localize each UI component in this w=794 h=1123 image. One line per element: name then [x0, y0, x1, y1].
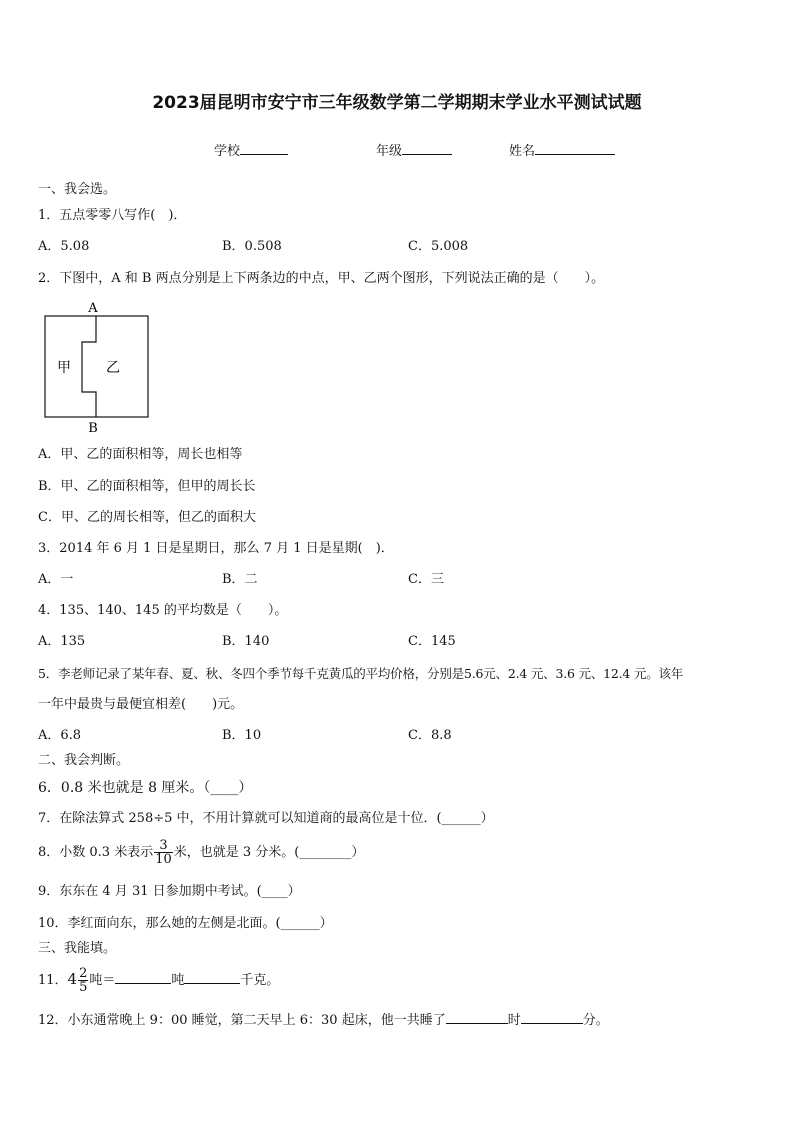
q5-option-a[interactable]: A．6.8 — [38, 728, 82, 743]
question-7: 7．在除法算式 258÷5 中，不用计算就可以知道商的最高位是十位．(______） — [38, 811, 494, 826]
question-1: 1．五点零零八写作( )． — [38, 208, 187, 223]
question-11 — [38, 962, 279, 998]
section-2-heading: 二、我会判断。 — [38, 753, 130, 768]
question-5-line-2: 一年中最贵与最便宜相差( )元。 — [38, 697, 244, 712]
q8-post: 米，也就是 3 分米。(________） — [173, 845, 365, 860]
q11-blank-2[interactable] — [184, 970, 240, 984]
q1-option-b[interactable]: B．0.508 — [222, 239, 282, 254]
grade-blank[interactable] — [402, 141, 452, 155]
name-blank[interactable] — [535, 141, 615, 155]
q4-option-b[interactable]: B．140 — [222, 634, 270, 649]
q2-option-c[interactable]: C．甲、乙的周长相等，但乙的面积大 — [38, 510, 256, 525]
question-9: 9．东东在 4 月 31 日参加期中考试。(____） — [38, 884, 301, 899]
q12-mid: 时 — [507, 1013, 521, 1028]
q11-mid-1: 吨＝ — [89, 973, 116, 988]
grade-field — [376, 140, 452, 159]
q2-diagram — [44, 300, 154, 435]
q12-blank-1[interactable] — [446, 1010, 508, 1024]
q8-denominator: 10 — [155, 852, 172, 867]
question-12 — [38, 1010, 609, 1030]
q2-label-b: B — [88, 421, 98, 435]
q1-option-c[interactable]: C．5.008 — [408, 239, 469, 254]
q12-post: 分。 — [582, 1013, 609, 1028]
name-label: 姓名 — [509, 144, 536, 159]
q3-option-b[interactable]: B．二 — [222, 572, 258, 587]
q2-divider-line — [82, 316, 96, 417]
q11-denominator: 5 — [79, 980, 88, 995]
q11-mid-2: 吨 — [171, 973, 185, 988]
question-6: 6．0.8 米也就是 8 厘米。（____） — [38, 780, 253, 796]
q12-pre: 12．小东通常晚上 9：00 睡觉，第二天早上 6：30 起床，他一共睡了 — [38, 1013, 446, 1028]
q2-label-a: A — [88, 301, 98, 316]
q11-fraction — [78, 967, 88, 994]
question-10: 10．李红面向东，那么她的左侧是北面。(______） — [38, 916, 333, 931]
q8-fraction — [154, 839, 173, 866]
q2-label-yi: 乙 — [106, 360, 120, 376]
section-1-heading: 一、我会选。 — [38, 182, 117, 197]
question-8 — [38, 838, 364, 868]
q3-option-a[interactable]: A．一 — [38, 572, 74, 587]
q8-pre: 8．小数 0.3 米表示 — [38, 845, 154, 860]
school-label: 学校 — [214, 144, 241, 159]
q11-numerator: 2 — [79, 966, 88, 981]
q5-option-b[interactable]: B．10 — [222, 728, 262, 743]
q4-option-c[interactable]: C．145 — [408, 634, 456, 649]
q11-blank-1[interactable] — [115, 970, 171, 984]
name-field — [509, 140, 615, 159]
q4-option-a[interactable]: A．135 — [38, 634, 86, 649]
grade-label: 年级 — [376, 144, 403, 159]
q3-option-c[interactable]: C．三 — [408, 572, 444, 587]
question-5-line-1: 5．李老师记录了某年春、夏、秋、冬四个季节每千克黄瓜的平均价格，分别是5.6元、2.4 元、3.6 元、12.4 元。该年 — [38, 666, 684, 681]
section-3-heading: 三、我能填。 — [38, 941, 117, 956]
q2-figure — [44, 300, 154, 435]
q2-option-a[interactable]: A．甲、乙的面积相等，周长也相等 — [38, 447, 243, 462]
page-title: 2023届昆明市安宁市三年级数学第二学期期末学业水平测试试题 — [152, 93, 642, 113]
q1-option-a[interactable]: A．5.08 — [38, 239, 90, 254]
school-blank[interactable] — [240, 141, 288, 155]
q8-numerator: 3 — [154, 839, 173, 853]
q11-post: 千克。 — [240, 973, 280, 988]
q11-whole: 4 — [67, 970, 78, 988]
question-2: 2．下图中，A 和 B 两点分别是上下两条边的中点，甲、乙两个图形，下列说法正确的是（ ）。 — [38, 271, 605, 286]
school-field — [214, 140, 288, 159]
question-3: 3．2014 年 6 月 1 日是星期日，那么 7 月 1 日是星期( )． — [38, 541, 394, 556]
question-4: 4．135、140、145 的平均数是（ ）。 — [38, 603, 288, 618]
q12-blank-2[interactable] — [521, 1010, 583, 1024]
q2-option-b[interactable]: B．甲、乙的面积相等，但甲的周长长 — [38, 479, 256, 494]
q2-label-jia: 甲 — [57, 360, 71, 376]
q5-option-c[interactable]: C．8.8 — [408, 728, 452, 743]
q11-pre: 11． — [38, 973, 68, 988]
